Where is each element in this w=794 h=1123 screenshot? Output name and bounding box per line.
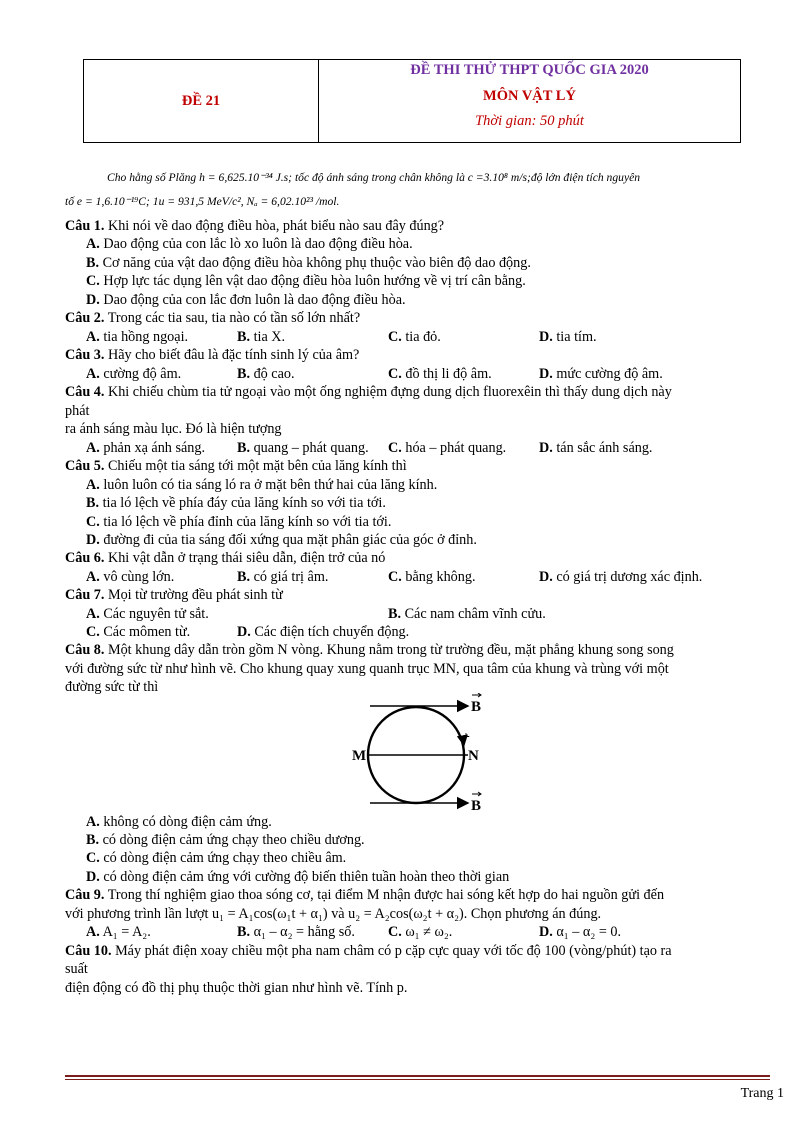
- q3-option-d: D. mức cường độ âm.: [539, 366, 663, 382]
- q5-option-d: D. đường đi của tia sáng đối xứng qua mặt phân giác của góc ở đỉnh.: [86, 532, 477, 548]
- q3-option-a: A. cường độ âm.: [86, 366, 182, 382]
- b-vector-arrow-bottom: [472, 792, 481, 796]
- exam-time: Thời gian: 50 phút: [475, 113, 584, 129]
- q6-option-a: A. vô cùng lớn.: [86, 569, 175, 585]
- q4-option-a: A. phản xạ ánh sáng.: [86, 440, 205, 456]
- m-label: M: [352, 748, 367, 764]
- q8-option-d: D. có dòng điện cảm ứng với cường độ biến thiên tuần hoàn theo thời gian: [86, 869, 510, 885]
- constants-line-1: Cho hằng số Plăng h = 6,625.10⁻³⁴ J.s; tốc độ ánh sáng trong chân không là c =3.10⁸ m/s;độ lớn điện tích nguyên: [107, 171, 641, 184]
- b-label-top: B: [471, 699, 482, 715]
- question-10: Câu 10. Máy phát điện xoay chiều một pha nam châm có p cặp cực quay với tốc độ 100 (vòng/phút) tạo ra: [65, 943, 672, 959]
- b-label-bottom: B: [471, 798, 482, 814]
- q2-option-a: A. tia hồng ngoại.: [86, 329, 189, 345]
- q9-option-b: B. α₁ – α₂ = hằng số.: [237, 924, 355, 940]
- q7-option-d: D. Các điện tích chuyển động.: [237, 624, 410, 640]
- q5-option-c: C. tia ló lệch về phía đỉnh của lăng kính so với tia tới.: [86, 514, 392, 530]
- q3-option-b: B. độ cao.: [237, 366, 295, 382]
- q6-option-b: B. có giá trị âm.: [237, 569, 329, 585]
- q10-line-3: điện động có đồ thị phụ thuộc thời gian như hình vẽ. Tính p.: [65, 980, 408, 996]
- q8-line-2: với đường sức từ như hình vẽ. Cho khung quay xung quanh trục MN, qua tâm của khung và trùng với một: [65, 661, 669, 677]
- q5-option-a: A. luôn luôn có tia sáng ló ra ở mặt bên thứ hai của lăng kính.: [86, 477, 438, 493]
- q4-option-b: B. quang – phát quang.: [237, 440, 369, 456]
- q9-option-d: D. α₁ – α₂ = 0.: [539, 924, 622, 940]
- q7-option-a: A. Các nguyên tử sắt.: [86, 606, 209, 622]
- exam-title: ĐỀ THI THỬ THPT QUỐC GIA 2020: [410, 62, 649, 78]
- q6-option-d: D. có giá trị dương xác định.: [539, 569, 703, 585]
- question-5: Câu 5. Chiếu một tia sáng tới một mặt bên của lăng kính thì: [65, 458, 407, 474]
- q4-option-c: C. hóa – phát quang.: [388, 440, 507, 456]
- q1-option-a: A. Dao động của con lắc lò xo luôn là dao động điều hòa.: [86, 236, 413, 252]
- subject: MÔN VẬT LÝ: [483, 88, 576, 104]
- question-4: Câu 4. Khi chiếu chùm tia tử ngoại vào một ống nghiệm đựng dung dịch fluorexêin thì thấy dung dịch này: [65, 384, 672, 400]
- q2-option-d: D. tia tím.: [539, 329, 597, 345]
- q8-option-b: B. có dòng điện cảm ứng chạy theo chiều dương.: [86, 832, 365, 848]
- question-9: Câu 9. Trong thí nghiệm giao thoa sóng cơ, tại điểm M nhận được hai sóng kết hợp do hai nguồn gửi đến: [65, 887, 665, 903]
- question-7: Câu 7. Mọi từ trường đều phát sinh từ: [65, 587, 283, 603]
- question-3: Câu 3. Hãy cho biết đâu là đặc tính sinh lý của âm?: [65, 347, 360, 363]
- exam-info: [319, 60, 740, 142]
- question-8: Câu 8. Một khung dây dẫn tròn gồm N vòng. Khung nằm trong từ trường đều, mặt phẳng khung song song: [65, 642, 674, 658]
- exam-header: [83, 59, 741, 143]
- q1-option-c: C. Hợp lực tác dụng lên vật dao động điều hòa luôn hướng về vị trí cân bằng.: [86, 273, 526, 289]
- exam-code: ĐỀ 21: [84, 60, 319, 142]
- q4-option-d: D. tán sắc ánh sáng.: [539, 440, 653, 456]
- q8-line-3: đường sức từ thì: [65, 679, 159, 695]
- q1-option-b: B. Cơ năng của vật dao động điều hòa không phụ thuộc vào biên độ dao động.: [86, 255, 531, 271]
- q9-option-a: A. A₁ = A₂.: [86, 924, 151, 940]
- q7-option-c: C. Các mômen từ.: [86, 624, 191, 640]
- q2-option-c: C. tia đỏ.: [388, 329, 441, 345]
- b-vector-arrow-top: [472, 693, 481, 697]
- q3-option-c: C. đồ thị li độ âm.: [388, 366, 492, 382]
- q2-option-b: B. tia X.: [237, 329, 286, 345]
- q10-line-2: suất: [65, 961, 88, 977]
- rotating-coil-figure: [340, 693, 500, 815]
- constants-line-2: tố e = 1,6.10⁻¹⁹C; 1u = 931,5 MeV/c², Nₐ = 6,02.10²³ /mol.: [65, 195, 340, 208]
- q8-option-c: C. có dòng điện cảm ứng chạy theo chiều âm.: [86, 850, 347, 866]
- q9-line-2: với phương trình lần lượt u₁ = A₁cos(ω₁t + α₁) và u₂ = A₂cos(ω₂t + α₂). Chọn phương án đúng.: [65, 906, 602, 922]
- question-2: Câu 2. Trong các tia sau, tia nào có tần số lớn nhất?: [65, 310, 361, 326]
- q8-option-a: A. không có dòng điện cảm ứng.: [86, 814, 272, 830]
- plus-sign: +: [462, 730, 470, 745]
- q6-option-c: C. bằng không.: [388, 569, 476, 585]
- footer-rule: [65, 1075, 770, 1077]
- q4-line-2: phát: [65, 403, 90, 419]
- q4-line-3: ra ánh sáng màu lục. Đó là hiện tượng: [65, 421, 282, 437]
- question-6: Câu 6. Khi vật dẫn ở trạng thái siêu dẫn, điện trở của nó: [65, 550, 386, 566]
- page-number: Trang 1: [740, 1086, 784, 1101]
- q5-option-b: B. tia ló lệch về phía đáy của lăng kính so với tia tới.: [86, 495, 386, 511]
- footer-rule-thin: [65, 1079, 770, 1080]
- q9-option-c: C. ω₁ ≠ ω₂.: [388, 924, 453, 940]
- q7-option-b: B. Các nam châm vĩnh cửu.: [388, 606, 546, 622]
- question-1: Câu 1. Khi nói về dao động điều hòa, phát biểu nào sau đây đúng?: [65, 218, 445, 234]
- q1-option-d: D. Dao động của con lắc đơn luôn là dao động điều hòa.: [86, 292, 406, 308]
- n-label: N: [468, 748, 479, 764]
